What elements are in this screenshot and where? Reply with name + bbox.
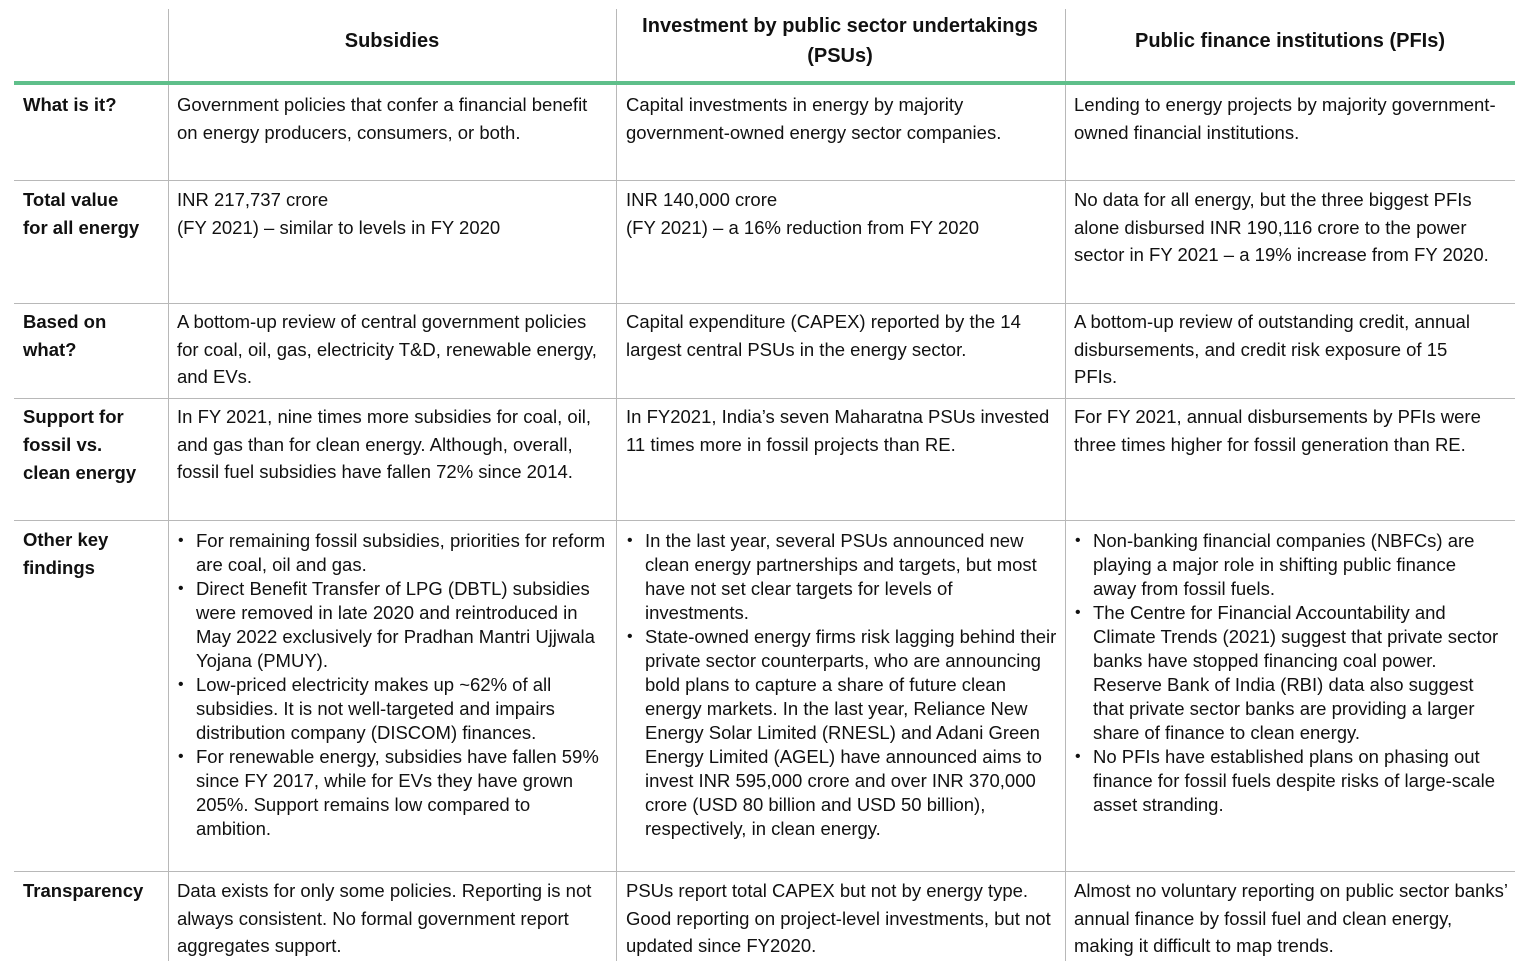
findings-list-pfis	[1074, 529, 1499, 817]
cell-what-pfis: Lending to energy projects by majority government-owned financial institutions.	[1074, 94, 1496, 143]
header-subsidies: Subsidies	[344, 30, 440, 52]
findings-list-psus	[626, 529, 1058, 841]
list-item: • For remaining fossil subsidies, priorities for reform are coal, oil and gas.	[177, 529, 607, 577]
column-divider	[168, 9, 169, 961]
cell-total-psus: INR 140,000 crore (FY 2021) – a 16% reduction from FY 2020	[626, 189, 980, 238]
row-label-transparency: Transparency	[23, 880, 144, 901]
findings-list-subsidies	[177, 529, 607, 841]
list-item: • Direct Benefit Transfer of LPG (DBTL) subsidies were removed in late 2020 and reintroduced in May 2022 exclusively for Pradhan Mantri Ujjwala Yojana (PMUY).	[177, 577, 607, 673]
cell-based-subsidies: A bottom-up review of central government policies for coal, oil, gas, electricity T&D, renewable energy, and EVs.	[177, 311, 597, 387]
column-divider	[1065, 9, 1066, 961]
list-item: • State-owned energy firms risk lagging behind their private sector counterparts, who are announcing bold plans to capture a share of future clean energy markets. In the last year, Reliance New Energy Solar Limited (RNESL) and Adani Green Energy Limited (AGEL) have announced aims to invest INR 595,000 crore and over INR 370,000 crore (USD 80 billion and USD 50 billion), respectively, in clean energy.	[626, 625, 1058, 841]
cell-support-pfis: For FY 2021, annual disbursements by PFIs were three times higher for fossil generation than RE.	[1074, 406, 1481, 455]
cell-transparency-subsidies: Data exists for only some policies. Reporting is not always consistent. No formal government report aggregates support.	[177, 880, 592, 956]
list-item: • For renewable energy, subsidies have fallen 59% since FY 2017, while for EVs they have grown 205%. Support remains low compared to ambition.	[177, 745, 607, 841]
cell-total-subsidies: INR 217,737 crore (FY 2021) – similar to levels in FY 2020	[177, 189, 501, 238]
row-divider	[14, 520, 1515, 521]
row-divider	[14, 303, 1515, 304]
row-divider	[14, 398, 1515, 399]
cell-what-psus: Capital investments in energy by majority government-owned energy sector companies.	[626, 94, 1002, 143]
cell-transparency-psus: PSUs report total CAPEX but not by energy type. Good reporting on project-level investments, but not updated since FY2020.	[626, 880, 1051, 956]
cell-transparency-pfis: Almost no voluntary reporting on public sector banks’ annual finance by fossil fuel and clean energy, making it difficult to map trends.	[1074, 880, 1508, 956]
list-item: • The Centre for Financial Accountability and Climate Trends (2021) suggest that private sector banks have stopped financing coal power. Reserve Bank of India (RBI) data also suggest that private sector banks are providing a larger share of finance to clean energy.	[1074, 601, 1499, 745]
row-divider	[14, 871, 1515, 872]
row-divider	[14, 180, 1515, 181]
cell-support-subsidies: In FY 2021, nine times more subsidies for coal, oil, and gas than for clean energy. Although, overall, fossil fuel subsidies have fallen 72% since 2014.	[177, 406, 592, 482]
cell-total-pfis: No data for all energy, but the three biggest PFIs alone disbursed INR 190,116 crore to the power sector in FY 2021 – a 19% increase from FY 2020.	[1074, 189, 1489, 265]
list-item: • In the last year, several PSUs announced new clean energy partnerships and targets, but most have not set clear targets for levels of investments.	[626, 529, 1058, 625]
list-item: • Non-banking financial companies (NBFCs) are playing a major role in shifting public finance away from fossil fuels.	[1074, 529, 1499, 601]
header-psus: Investment by public sector undertakings (PSUs)	[642, 15, 1038, 67]
cell-support-psus: In FY2021, India’s seven Maharatna PSUs invested 11 times more in fossil projects than RE.	[626, 406, 1050, 455]
row-label-what: What is it?	[23, 94, 117, 115]
column-divider	[616, 9, 617, 961]
header-pfis: Public finance institutions (PFIs)	[1134, 30, 1446, 52]
cell-what-subsidies: Government policies that confer a financial benefit on energy producers, consumers, or both.	[177, 94, 588, 143]
row-label-based: Based on what?	[23, 311, 107, 360]
cell-based-pfis: A bottom-up review of outstanding credit, annual disbursements, and credit risk exposure of 15 PFIs.	[1074, 311, 1470, 387]
list-item: • Low-priced electricity makes up ~62% of all subsidies. It is not well-targeted and impairs distribution company (DISCOM) finances.	[177, 673, 607, 745]
list-item: • No PFIs have established plans on phasing out finance for fossil fuels despite risks of large-scale asset stranding.	[1074, 745, 1499, 817]
row-label-total: Total value for all energy	[23, 189, 140, 238]
row-label-findings: Other key findings	[23, 529, 109, 578]
row-label-support: Support for fossil vs. clean energy	[23, 406, 137, 483]
cell-based-psus: Capital expenditure (CAPEX) reported by the 14 largest central PSUs in the energy sector.	[626, 311, 1021, 360]
